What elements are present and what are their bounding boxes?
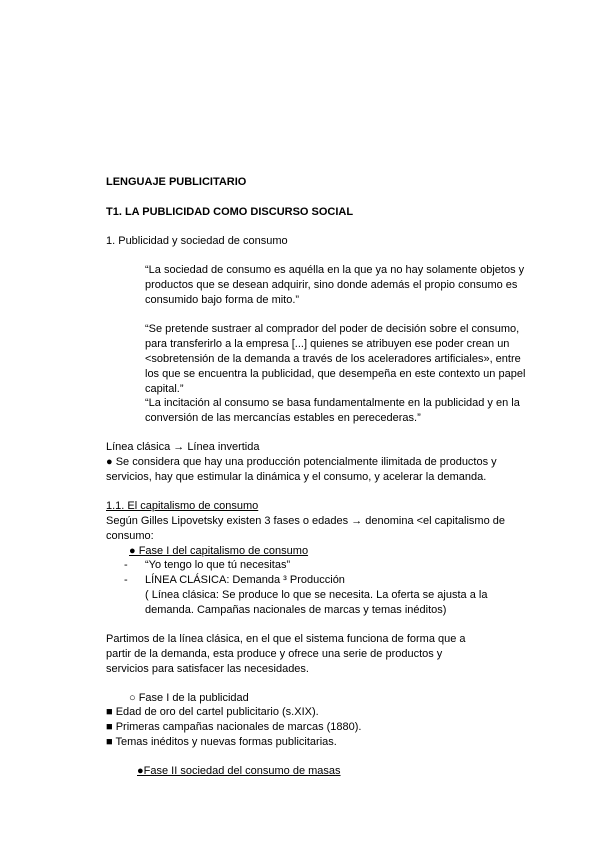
quote-line: “La sociedad de consumo es aquélla en la que ya no hay solamente objetos y — [145, 264, 525, 276]
paragraph-line: partir de la demanda, esta produce y ofrece una serie de productos y — [106, 648, 443, 660]
square-item: ■ Temas inéditos y nuevas formas publicitarias. — [106, 736, 337, 748]
quote-line: capital.” — [145, 383, 184, 395]
intro-line: Según Gilles Lipovetsky existen 3 fases o edades → denomina <el capitalismo de — [106, 515, 505, 527]
linea-text: Línea clásica → Línea invertida — [106, 441, 260, 453]
paragraph-line: servicios para satisfacer las necesidades. — [106, 663, 309, 675]
quote-line: los que se encuentra la publicidad, que desempeña en este contexto un papel — [145, 368, 526, 380]
dash-item-cont: ( Línea clásica: Se produce lo que se necesita. La oferta se ajusta a la — [145, 589, 488, 601]
dash-icon: - — [124, 559, 128, 571]
bullet-line: servicios, hay que estimular la dinámica y el consumo, y acelerar la demanda. — [106, 471, 487, 483]
document-title: LENGUAJE PUBLICITARIO — [106, 176, 247, 188]
intro-line: consumo: — [106, 530, 154, 542]
fase-heading: ● Fase I del capitalismo de consumo — [129, 545, 309, 557]
quote-line: conversión de las mercancías estables en perecederas.” — [145, 412, 421, 424]
fase-heading: ●Fase II sociedad del consumo de masas — [137, 765, 341, 777]
dash-item: LÍNEA CLÁSICA: Demanda ³ Producción — [145, 574, 345, 586]
subsection-heading: 1.1. El capitalismo de consumo — [106, 500, 259, 512]
bullet-line: ● Se considera que hay una producción potencialmente ilimitada de productos y — [106, 456, 497, 468]
dash-item: “Yo tengo lo que tú necesitas” — [145, 559, 291, 571]
section-heading: 1. Publicidad y sociedad de consumo — [106, 235, 288, 247]
quote-line: <sobretensión de la demanda a través de los aceleradores artificiales», entre — [145, 353, 521, 365]
quote-line: “La incitación al consumo se basa fundamentalmente en la publicidad y en la — [145, 397, 520, 409]
square-item: ■ Primeras campañas nacionales de marcas (1880). — [106, 721, 362, 733]
paragraph-line: Partimos de la línea clásica, en el que el sistema funciona de forma que a — [106, 633, 466, 645]
fase-publicidad: ○ Fase I de la publicidad — [129, 692, 249, 704]
square-item: ■ Edad de oro del cartel publicitario (s.XIX). — [106, 706, 319, 718]
quote-line: consumido bajo forma de mito.” — [145, 294, 300, 306]
topic-title: T1. LA PUBLICIDAD COMO DISCURSO SOCIAL — [106, 206, 354, 218]
dash-item-cont: demanda. Campañas nacionales de marcas y temas inéditos) — [145, 604, 447, 616]
quote-line: para transferirlo a la empresa [...] quienes se atribuyen ese poder crean un — [145, 338, 510, 350]
quote-line: productos que se desean adquirir, sino donde además el propio consumo es — [145, 279, 518, 291]
dash-icon: - — [124, 574, 128, 586]
quote-line: “Se pretende sustraer al comprador del poder de decisión sobre el consumo, — [145, 323, 520, 335]
